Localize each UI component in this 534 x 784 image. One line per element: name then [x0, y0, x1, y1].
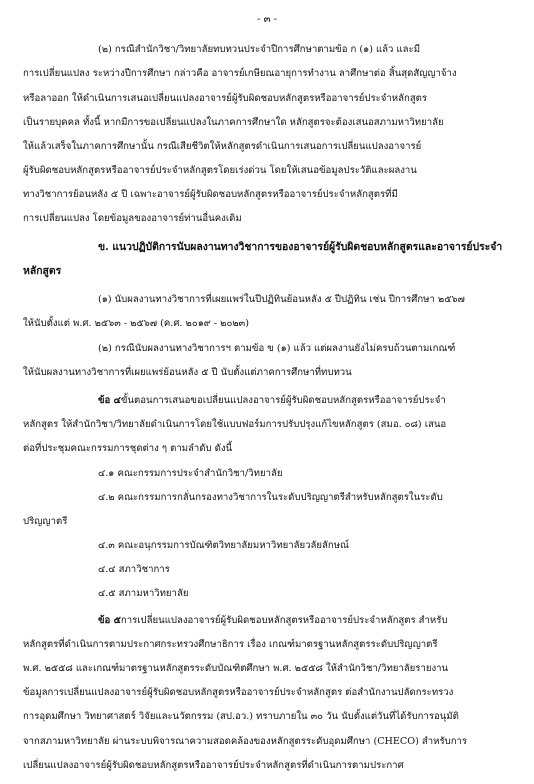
- clause4-step-4: ๔.๔ สภาวิชาการ: [98, 564, 170, 575]
- para2-line-2: การเปลี่ยนแปลง ระหว่างปีการศึกษา กล่าวคือ อาจารย์เกษียณอายุการทำงาน ลาศึกษาต่อ สิ้นสุดสัญญาจ้าง: [23, 68, 457, 79]
- clause5-label: ข้อ ๕: [98, 615, 121, 626]
- clause4-step-2-cont: ปริญญาตรี: [23, 516, 68, 527]
- section-b-item1-line-2: ให้นับตั้งแต่ พ.ศ. ๒๕๖๓ - ๒๕๖๗ (ค.ศ. ๒๐๑๙ - ๒๐๒๓): [23, 318, 249, 329]
- clause4-line-1: [98, 394, 446, 407]
- para2-line-7: ทางวิชาการย้อนหลัง ๕ ปี เฉพาะอาจารย์ผู้รับผิดชอบหลักสูตรหรืออาจารย์ประจำหลักสูตรที่มี: [23, 189, 398, 200]
- clause4-text: ขั้นตอนการเสนอขอเปลี่ยนแปลงอาจารย์ผู้รับผิดชอบหลักสูตรหรืออาจารย์ประจำ: [120, 395, 446, 406]
- para2-line-1: (๒) กรณีสำนักวิชา/วิทยาลัยทบทวนประจำปีการศึกษาตามข้อ ก (๑) แล้ว และมี: [98, 44, 421, 55]
- clause4-line-2: หลักสูตร ให้สำนักวิชา/วิทยาลัยดำเนินการโดยใช้แบบฟอร์มการปรับปรุงแก้ไขหลักสูตร (สมอ. ๐๘) เสนอ: [23, 419, 447, 430]
- para2-line-5: ให้แล้วเสร็จในภาคการศึกษานั้น กรณีเสียชีวิตให้หลักสูตรดำเนินการเสนอการเปลี่ยนแปลงอาจารย์: [23, 141, 422, 152]
- clause4-step-1: ๔.๑ คณะกรรมการประจำสำนักวิชา/วิทยาลัย: [98, 468, 283, 479]
- clause4-step-2: ๔.๒ คณะกรรมการกลั่นกรองทางวิชาการในระดับปริญญาตรีสำหรับหลักสูตรในระดับ: [98, 492, 443, 503]
- page-number: - ๓ -: [257, 14, 277, 25]
- clause5-line-2: หลักสูตรที่ดำเนินการตามประกาศกระทรวงศึกษาธิการ เรื่อง เกณฑ์มาตรฐานหลักสูตรระดับปริญญาตรี: [23, 639, 438, 650]
- clause4-line-3: ต่อที่ประชุมคณะกรรมการชุดต่าง ๆ ตามลำดับ ดังนี้: [23, 443, 233, 454]
- clause5-line-6: จากสภามหาวิทยาลัย ผ่านระบบพิจารณาความสอดคล้องของหลักสูตรระดับอุดมศึกษา (CHECO) สำหรับการ: [23, 736, 468, 747]
- clause5-line-4: ข้อมูลการเปลี่ยนแปลงอาจารย์ผู้รับผิดชอบหลักสูตรหรืออาจารย์ประจำหลักสูตร ต่อสำนักงานปลัดกระทรวง: [23, 687, 454, 698]
- para2-line-6: ผู้รับผิดชอบหลักสูตรหรืออาจารย์ประจำหลักสูตรโดยเร่งด่วน โดยให้เสนอข้อมูลประวัติและผลงาน: [23, 165, 417, 176]
- clause5-line-5: การอุดมศึกษา วิทยาศาสตร์ วิจัยและนวัตกรรม (สป.อว.) ทราบภายใน ๓๐ วัน นับตั้งแต่วันที่ได้รับการอนุมัติ: [23, 711, 459, 722]
- clause4-step-5: ๔.๕ สภามหาวิทยาลัย: [98, 588, 189, 599]
- section-b-item2-line-1: (๒) กรณีนับผลงานทางวิชาการฯ ตามข้อ ข (๑) แล้ว แต่ผลงานยังไม่ครบถ้วนตามเกณฑ์: [98, 343, 456, 354]
- para2-line-3: หรือลาออก ให้ดำเนินการเสนอเปลี่ยนแปลงอาจารย์ผู้รับผิดชอบหลักสูตรหรืออาจารย์ประจำหลักสูตร: [23, 93, 428, 104]
- clause5-line-7: เปลี่ยนแปลงอาจารย์ผู้รับผิดชอบหลักสูตรหรืออาจารย์ประจำหลักสูตรที่ดำเนินการตามประกาศ: [23, 760, 404, 771]
- section-b-item2-line-2: ให้นับผลงานทางวิชาการที่เผยแพร่ย้อนหลัง ๕ ปี นับตั้งแต่ภาคการศึกษาที่ทบทวน: [23, 367, 352, 378]
- clause5-text: การเปลี่ยนแปลงอาจารย์ผู้รับผิดชอบหลักสูตรหรืออาจารย์ประจำหลักสูตร สำหรับ: [120, 615, 448, 626]
- section-b-item1-line-1: (๑) นับผลงานทางวิชาการที่เผยแพร่ในปีปฏิทินย้อนหลัง ๕ ปีปฏิทิน เช่น ปีการศึกษา ๒๕๖๗: [98, 294, 465, 305]
- clause4-step-3: ๔.๓ คณะอนุกรรมการบัณฑิตวิทยาลัยมหาวิทยาลัยวลัยลักษณ์: [98, 540, 349, 551]
- section-b-heading-cont: หลักสูตร: [23, 265, 62, 277]
- clause5-line-1: [98, 614, 447, 627]
- para2-line-4: เป็นรายบุคคล ทั้งนี้ หากมีการขอเปลี่ยนแปลงในภาคการศึกษาใด หลักสูตรจะต้องเสนอสภามหาวิทยาลัย: [23, 117, 444, 128]
- clause5-line-3: พ.ศ. ๒๕๕๘ และเกณฑ์มาตรฐานหลักสูตรระดับบัณฑิตศึกษา พ.ศ. ๒๕๕๘ ให้สำนักวิชา/วิทยาลัยรายงาน: [23, 663, 449, 674]
- para2-line-8: การเปลี่ยนแปลง โดยข้อมูลของอาจารย์ท่านอื่นคงเดิม: [23, 213, 242, 224]
- clause4-label: ข้อ ๔: [98, 395, 121, 406]
- section-b-heading: ข. แนวปฏิบัติการนับผลงานทางวิชาการของอาจารย์ผู้รับผิดชอบหลักสูตรและอาจารย์ประจำ: [98, 241, 503, 253]
